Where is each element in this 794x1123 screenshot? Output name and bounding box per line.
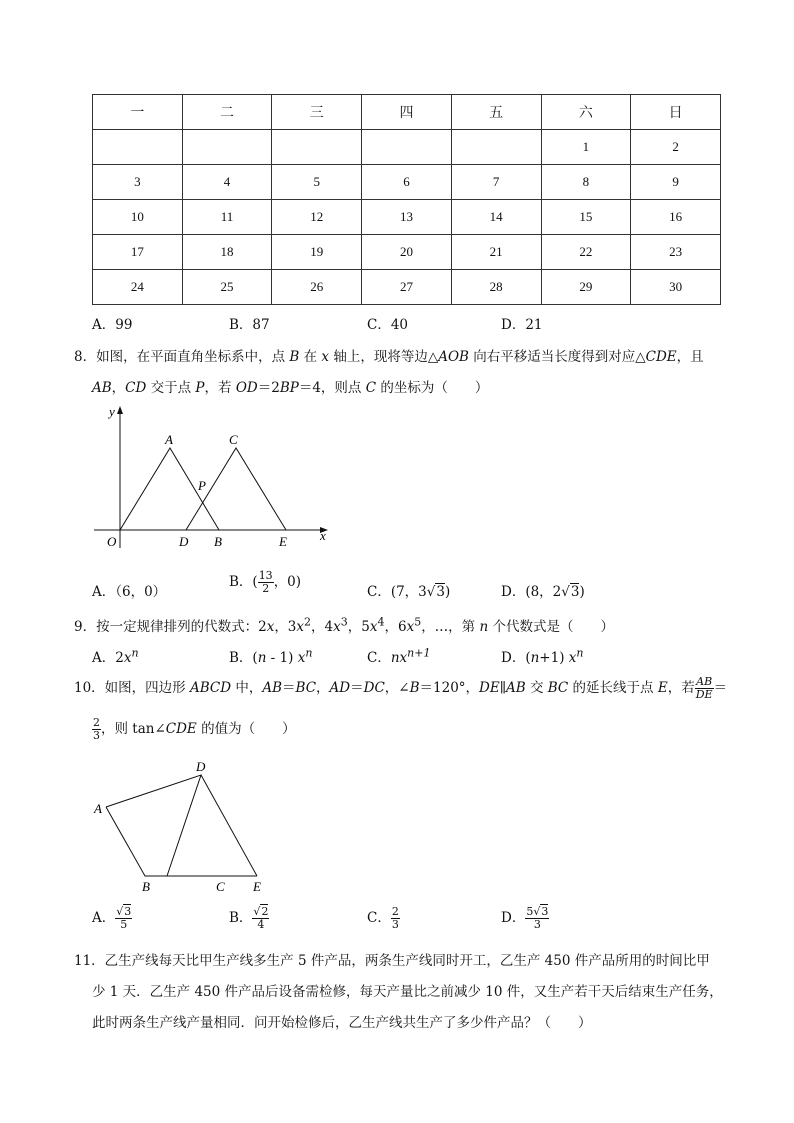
calendar-day-cell	[362, 130, 452, 165]
calendar-header-cell: 六	[541, 95, 631, 130]
calendar-day-cell: 13	[362, 200, 452, 235]
fraction: $\frac{13}{2}$	[258, 569, 273, 595]
calendar-day-cell: 8	[541, 165, 631, 200]
q8-stem-line1: 8．如图，在平面直角坐标系中，点 B 在 x 轴上，现将等边△AOB 向右平移适当长度得到对应△CDE，且	[74, 349, 704, 365]
fraction: $\frac{√2}{4}$	[253, 905, 269, 931]
q8-option-a: A．（6，0）	[92, 584, 167, 600]
calendar-week-row	[93, 270, 721, 305]
fraction-two-thirds: $\frac{2}{3}$	[93, 716, 100, 742]
q9-option-c: C．$nx^{n+1}$	[367, 646, 431, 666]
q8-option-d: D．(8，2√3)	[501, 584, 585, 600]
calendar-header-cell: 五	[451, 95, 541, 130]
q9-stem: 9．按一定规律排列的代数式：2x，$3x^2$，$4x^3$，$5x^4$，$6x^5$，…，第 n 个代数式是（ ）	[74, 615, 614, 635]
label-b: B	[142, 879, 150, 894]
q11-stem-line3: 此时两条生产线产量相同．问开始检修后，乙生产线共生产了多少件产品？（ ）	[92, 1015, 592, 1031]
calendar-week-row	[93, 200, 721, 235]
calendar-day-cell: 20	[362, 235, 452, 270]
q10-stem-line1: 10．如图，四边形 ABCD 中，AB＝BC，AD＝DC，∠B＝120°，DE∥AB 交 BC 的延长线于点 E，若 $\frac{AB}{DE}$ ＝	[74, 675, 728, 701]
calendar-day-cell	[182, 130, 272, 165]
q9-option-a: A．$2x^n$	[92, 646, 139, 666]
q8-option-c: C．(7，3√3)	[367, 584, 451, 600]
q10-stem-line2: $\frac{2}{3}$ ，则 tan∠CDE 的值为（ ）	[93, 716, 296, 742]
calendar-day-cell: 2	[631, 130, 721, 165]
calendar-day-cell: 9	[631, 165, 721, 200]
calendar-header-cell: 日	[631, 95, 721, 130]
calendar-day-cell	[451, 130, 541, 165]
fraction: $\frac{2}{3}$	[391, 905, 399, 931]
label-a: A	[94, 801, 102, 816]
q10-quadrilateral-figure	[92, 755, 282, 895]
calendar-day-cell	[93, 130, 183, 165]
q7-option-b: B．87	[229, 317, 270, 333]
label-c: C	[229, 432, 238, 447]
label-p: P	[198, 478, 206, 493]
label-y: y	[109, 404, 115, 419]
calendar-day-cell: 26	[272, 270, 362, 305]
calendar-day-cell: 15	[541, 200, 631, 235]
calendar-day-cell: 1	[541, 130, 631, 165]
q7-option-a: A．99	[92, 317, 133, 333]
calendar-day-cell: 3	[93, 165, 183, 200]
q9-option-d: D．(n+1) $x^n$	[501, 646, 584, 666]
calendar-day-cell: 10	[93, 200, 183, 235]
q11-stem-line1: 11．乙生产线每天比甲生产线多生产 5 件产品，两条生产线同时开工，乙生产 450 件产品所用的时间比甲	[74, 953, 710, 969]
label-e: E	[253, 879, 261, 894]
calendar-day-cell: 19	[272, 235, 362, 270]
q8-stem-line2: AB，CD 交于点 P，若 OD＝2BP＝4，则点 C 的坐标为（ ）	[92, 380, 489, 396]
q10-option-c: C． $\frac{2}{3}$	[367, 905, 399, 931]
fraction: $\frac{5√3}{3}$	[526, 905, 549, 931]
q10-option-b: B． $\frac{√2}{4}$	[229, 905, 269, 931]
calendar-day-cell: 30	[631, 270, 721, 305]
calendar-header-cell: 二	[182, 95, 272, 130]
segment-de	[201, 775, 257, 876]
calendar-header-cell: 三	[272, 95, 362, 130]
calendar-week-row	[93, 165, 721, 200]
calendar-day-cell: 5	[272, 165, 362, 200]
calendar-header-cell: 四	[362, 95, 452, 130]
calendar-day-cell: 7	[451, 165, 541, 200]
calendar-week-row	[93, 235, 721, 270]
q11-stem-line2: 少 1 天．乙生产 450 件产品后设备需检修，每天产量比之前减少 10 件，又生产若干天后结束生产任务，	[92, 984, 723, 1000]
q10-option-d: D． $\frac{5√3}{3}$	[501, 905, 549, 931]
q10-option-a: A． $\frac{√3}{5}$	[92, 905, 132, 931]
calendar-day-cell: 27	[362, 270, 452, 305]
calendar-day-cell: 11	[182, 200, 272, 235]
q7-option-d: D．21	[501, 317, 543, 333]
calendar-day-cell: 18	[182, 235, 272, 270]
q7-option-c: C．40	[367, 317, 409, 333]
fraction-ab-de: $\frac{AB}{DE}$	[695, 675, 713, 701]
calendar-day-cell: 14	[451, 200, 541, 235]
calendar-day-cell: 17	[93, 235, 183, 270]
calendar-table	[92, 94, 721, 305]
calendar-day-cell: 6	[362, 165, 452, 200]
calendar-day-cell: 21	[451, 235, 541, 270]
calendar-day-cell: 29	[541, 270, 631, 305]
calendar-header-row	[93, 95, 721, 130]
label-d: D	[179, 534, 189, 549]
quadrilateral-abcd	[106, 775, 201, 876]
calendar-week-row	[93, 130, 721, 165]
label-d: D	[196, 759, 206, 774]
label-b: B	[214, 534, 222, 549]
calendar-day-cell: 25	[182, 270, 272, 305]
q8-coordinate-figure	[92, 400, 342, 560]
calendar-day-cell: 16	[631, 200, 721, 235]
calendar-day-cell: 12	[272, 200, 362, 235]
label-a: A	[165, 432, 173, 447]
q9-option-b: B．(n - 1) $x^n$	[229, 646, 313, 666]
calendar-day-cell: 24	[93, 270, 183, 305]
label-e: E	[279, 534, 287, 549]
calendar-day-cell: 28	[451, 270, 541, 305]
label-c: C	[216, 879, 225, 894]
calendar-day-cell: 23	[631, 235, 721, 270]
calendar-day-cell: 22	[541, 235, 631, 270]
q8-option-b: B．( $\frac{13}{2}$ ，0)	[229, 569, 302, 595]
label-o: O	[107, 534, 117, 549]
y-axis-arrow	[117, 406, 123, 414]
calendar-header-cell: 一	[93, 95, 183, 130]
calendar-day-cell	[272, 130, 362, 165]
calendar-day-cell: 4	[182, 165, 272, 200]
label-x: x	[320, 528, 326, 543]
fraction: $\frac{√3}{5}$	[116, 905, 132, 931]
